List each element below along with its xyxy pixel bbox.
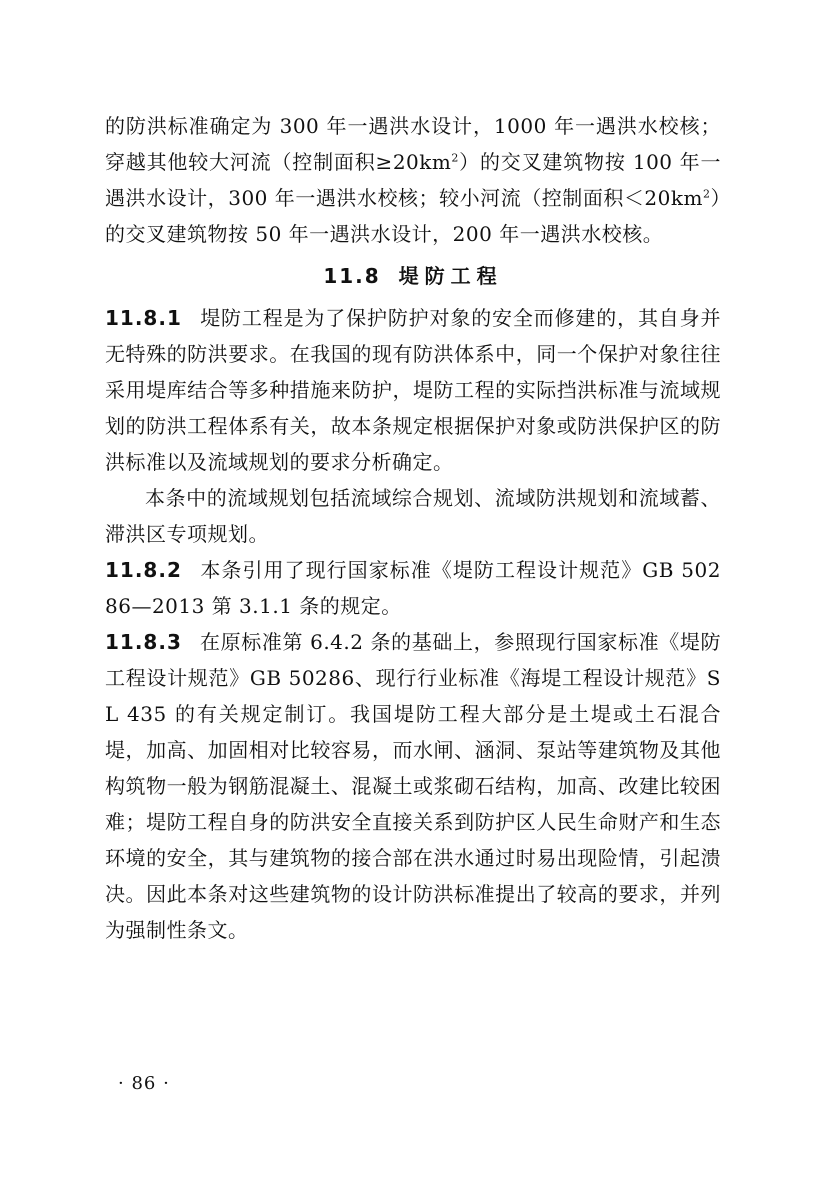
intro-text-a: 的防洪标准确定为 300 年一遇洪水设计，1000 年一遇洪水校核；穿越其他较大河流（控制面积≥20km <box>105 114 721 174</box>
clause-11-8-1-followup <box>105 480 721 552</box>
intro-superscript-b: 2 <box>702 187 711 201</box>
page-number: · 86 · <box>118 1073 170 1094</box>
section-title: 堤防工程 <box>398 264 503 288</box>
section-number: 11.8 <box>323 264 381 288</box>
intro-paragraph <box>105 108 721 252</box>
intro-text-c: ）的交叉建筑物按 50 年一遇洪水设计，200 年一遇洪水校核。 <box>105 186 721 246</box>
intro-superscript-a: 2 <box>451 151 459 165</box>
clause-text: 本条引用了现行国家标准《堤防工程设计规范》GB 50286—2013 第 3.1.1 条的规定。 <box>105 558 721 618</box>
clause-number: 11.8.1 <box>105 306 182 330</box>
clause-11-8-1 <box>105 300 721 480</box>
clause-11-8-2 <box>105 552 721 624</box>
clause-text: 堤防工程是为了保护防护对象的安全而修建的，其自身并无特殊的防洪要求。在我国的现有防洪体系中，同一个保护对象往往采用堤库结合等多种措施来防护，堤防工程的实际挡洪标准与流域规划的防洪工程体系有关，故本条规定根据保护对象或防洪保护区的防洪标准以及流域规划的要求分析确定。 <box>105 306 721 474</box>
clause-text: 在原标准第 6.4.2 条的基础上，参照现行国家标准《堤防工程设计规范》GB 50286、现行行业标准《海堤工程设计规范》SL 435 的有关规定制订。我国堤防工程大部分是土堤或土石混合堤，加高、加固相对比较容易，而水闸、涵洞、泵站等建筑物及其他构筑物一般为钢筋混凝土、混凝土或浆砌石结构，加高、改建比较困难；堤防工程自身的防洪安全直接关系到防护区人民生命财产和生态环境的安全，其与建筑物的接合部在洪水通过时易出现险情，引起溃决。因此本条对这些建筑物的设计防洪标准提出了较高的要求，并列为强制性条文。 <box>105 630 721 942</box>
section-heading <box>105 258 721 294</box>
page-content <box>105 108 721 948</box>
intro-text-b: ）的交叉建筑物按 100 年一遇洪水设计，300 年一遇洪水校核；较小河流（控制面积＜20km <box>105 150 721 210</box>
clause-number: 11.8.2 <box>105 558 182 582</box>
clause-11-8-3 <box>105 624 721 948</box>
clause-followup-text: 本条中的流域规划包括流域综合规划、流域防洪规划和流域蓄、滞洪区专项规划。 <box>105 486 721 546</box>
clause-number: 11.8.3 <box>105 630 182 654</box>
